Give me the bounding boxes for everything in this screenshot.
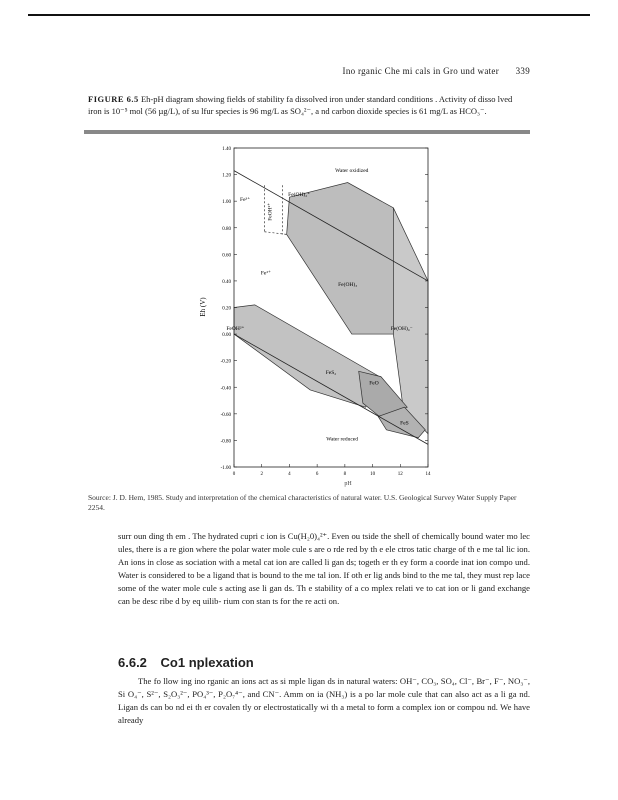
field-label: Water reduced [326,436,358,443]
figure-source: Source: J. D. Hem, 1985. Study and interpretation of the chemical characteristics of natural water. U.S. Geological Survey Water Supply Paper 2254. [88,493,517,512]
eh-ph-chart [196,142,436,487]
x-axis-label: pH [344,481,352,487]
y-tick-label: -0.20 [220,359,231,365]
x-tick-label: 12 [397,472,403,477]
x-tick-label: 8 [343,472,347,477]
field-label: FeS [400,420,409,427]
paragraph-2: The fo llow ing ino rganic an ions act as si mple ligan ds in natural waters: OH⁻, CO₃, SO₄, Cl⁻, Br⁻, F⁻, NO₃⁻, Si O₄⁻, S²⁻, S₂O₃²⁻, PO₄³⁻, P₂O₇⁴⁻, and CN⁻. Amm on ia (NH₃) is a po lar mole cule that can also act as a li ga nd. Ligan ds can bo nd ei th er covalen tly or electrostatically wi th a metal to form a complex ion or compou nd. We have already [118,676,530,725]
y-tick-label: 0.00 [222,333,231,339]
top-rule [28,14,590,16]
caption-rule [84,130,530,134]
field-label: Fe(OH)₂⁺ [288,191,311,198]
section-title: Co1 nplexation [160,655,254,670]
y-tick-label: -1.00 [220,466,231,471]
field-label: Fe(OH)₃ [338,282,358,289]
running-head-title: Ino rganic Che mi cals in Gro und water [342,66,500,76]
section-number: 6.6.2 [118,655,147,670]
y-tick-label: 1.00 [222,200,231,206]
chart-svg [196,142,436,487]
x-tick-label: 10 [370,472,376,477]
field-label: FeOH²⁺ [226,326,245,333]
figure-caption-text: Eh-pH diagram showing fields of stability fa dissolved iron under standard conditions . Activity of disso lved iron is 10⁻⁵ mol (56 µg/L), of su lfur species is 96 mg/L as SO₄²⁻, a nd carbon dioxide species is 61 mg/L as HCO₃⁻. [88,94,513,116]
y-tick-label: -0.60 [220,412,231,418]
x-tick-label: 2 [260,472,263,477]
y-tick-label: -0.40 [220,386,231,392]
region-fe-oh-3 [287,183,394,335]
y-tick-label: 0.80 [222,226,231,232]
field-label: FeS₂ [325,369,337,376]
boundary-fe2-upper [264,232,286,235]
field-label: FeO [369,380,379,387]
paragraph-1: surr oun ding th em . The hydrated cupri c ion is Cu(H₂0)₄²⁺. Even ou tside the shell of chemically bound water mo lec ules, there is a re gion where the polar water mole cule s are o rde red by th e ele ctros tatic charge of th e me tal lic ion. An ions in close as sociation with a metal cat ion are called li gan ds; togeth er th ey form a coorde inat ion compo und. Water is considered to be a ligand that is bound to the me tal ion. If oth er lig ands bind to the me tal, they must rep lace some of the water mole cule s acting ase li gan ds. Th e stability of a co mplex relati ve to cat ion or li gand exchange can be desc ribe d by eq uilib- rium con stan ts for the re acti on. [118,531,530,606]
y-tick-label: 0.40 [222,279,231,285]
running-head [343,66,530,76]
y-tick-label: -0.80 [220,439,231,445]
figure-caption [88,93,528,117]
figure-label: FIGURE 6.5 [88,94,139,104]
x-tick-label: 6 [315,472,319,477]
y-tick-label: 0.60 [222,253,231,259]
y-tick-label: 1.20 [222,173,231,179]
y-tick-label: 1.40 [222,147,231,152]
section-heading [118,655,254,670]
field-label: FeOH²⁺ [267,202,274,221]
x-tick-label: 14 [425,472,431,477]
field-label: Water oxidized [335,167,369,174]
x-tick-label: 0 [232,472,236,477]
x-tick-label: 4 [288,472,291,477]
y-tick-label: 0.20 [222,306,231,312]
field-label: Fe²⁺ [260,270,271,277]
y-axis-label: Eh (V) [199,297,207,317]
field-label: Fe(OH)₄⁻ [390,326,413,333]
field-label: Fe³⁺ [240,197,251,204]
page-number: 339 [515,66,530,76]
